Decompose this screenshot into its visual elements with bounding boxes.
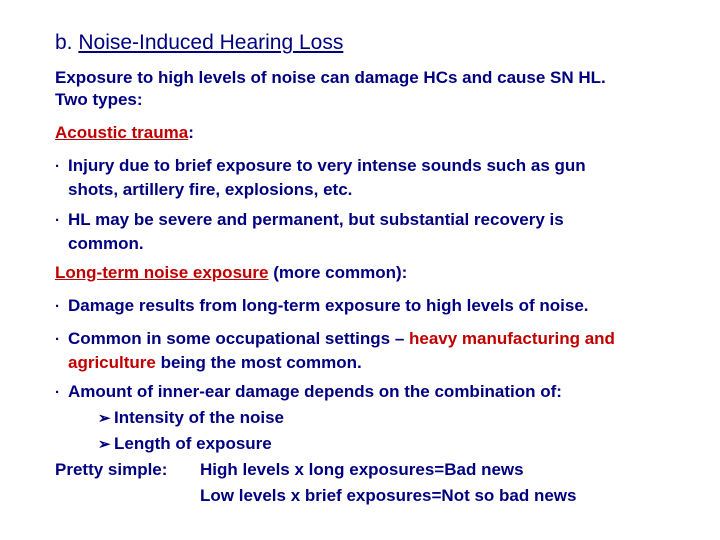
bullet-icon: · [55, 331, 60, 348]
acoustic-bullet-2 [55, 208, 564, 255]
longterm-bullet-2-red-1: heavy manufacturing and [409, 329, 615, 348]
longterm-bullet-1-text: Damage results from long-term exposure to high levels of noise. [68, 296, 589, 315]
acoustic-heading-row [55, 122, 194, 144]
longterm-bullet-2-red-2: agriculture [68, 353, 156, 372]
arrow-bullet-icon: ➢ [98, 410, 111, 427]
acoustic-bullet-1-line-1: Injury due to brief exposure to very intense sounds such as gun [68, 156, 586, 175]
sub-item-intensity-text: Intensity of the noise [114, 408, 285, 427]
longterm-heading-row [55, 262, 407, 284]
bullet-icon: · [55, 212, 60, 229]
acoustic-trauma-heading: Acoustic trauma [55, 123, 189, 142]
bullet-icon: · [55, 298, 60, 315]
pretty-simple-row-1 [55, 457, 524, 483]
bullet-icon: · [55, 158, 60, 175]
pretty-simple-label: Pretty simple: [55, 460, 168, 479]
longterm-bullet-1 [55, 294, 589, 318]
longterm-heading-rest: (more common): [268, 263, 408, 282]
longterm-bullet-2 [55, 327, 615, 374]
acoustic-bullet-1-line-2: shots, artillery fire, explosions, etc. [68, 180, 353, 199]
pretty-simple-line-2: Low levels x brief exposures=Not so bad news [200, 486, 577, 505]
longterm-bullet-3-text: Amount of inner-ear damage depends on the combination of: [68, 382, 562, 401]
sub-item-length-text: Length of exposure [114, 434, 272, 453]
intro-line-1: Exposure to high levels of noise can damage HCs and cause SN HL. [55, 68, 606, 87]
acoustic-bullet-1 [55, 154, 586, 201]
longterm-bullet-2-pre: Common in some occupational settings – [68, 329, 409, 348]
arrow-bullet-icon: ➢ [98, 436, 111, 453]
sub-item-length [98, 433, 272, 456]
title-prefix: b. [55, 31, 79, 54]
acoustic-bullet-2-line-1: HL may be severe and permanent, but substantial recovery is [68, 210, 564, 229]
longterm-heading: Long-term noise exposure [55, 263, 269, 282]
intro-line-2: Two types: [55, 90, 143, 109]
intro-text [55, 67, 606, 111]
title-text: Noise-Induced Hearing Loss [78, 31, 344, 54]
sub-item-intensity [98, 407, 284, 430]
longterm-bullet-3 [55, 380, 562, 404]
acoustic-bullet-2-line-2: common. [68, 234, 144, 253]
acoustic-colon: : [188, 123, 194, 142]
slide-title [55, 30, 343, 56]
pretty-simple-line-1: High levels x long exposures=Bad news [200, 460, 524, 479]
longterm-bullet-2-post: being the most common. [155, 353, 362, 372]
bullet-icon: · [55, 384, 60, 401]
